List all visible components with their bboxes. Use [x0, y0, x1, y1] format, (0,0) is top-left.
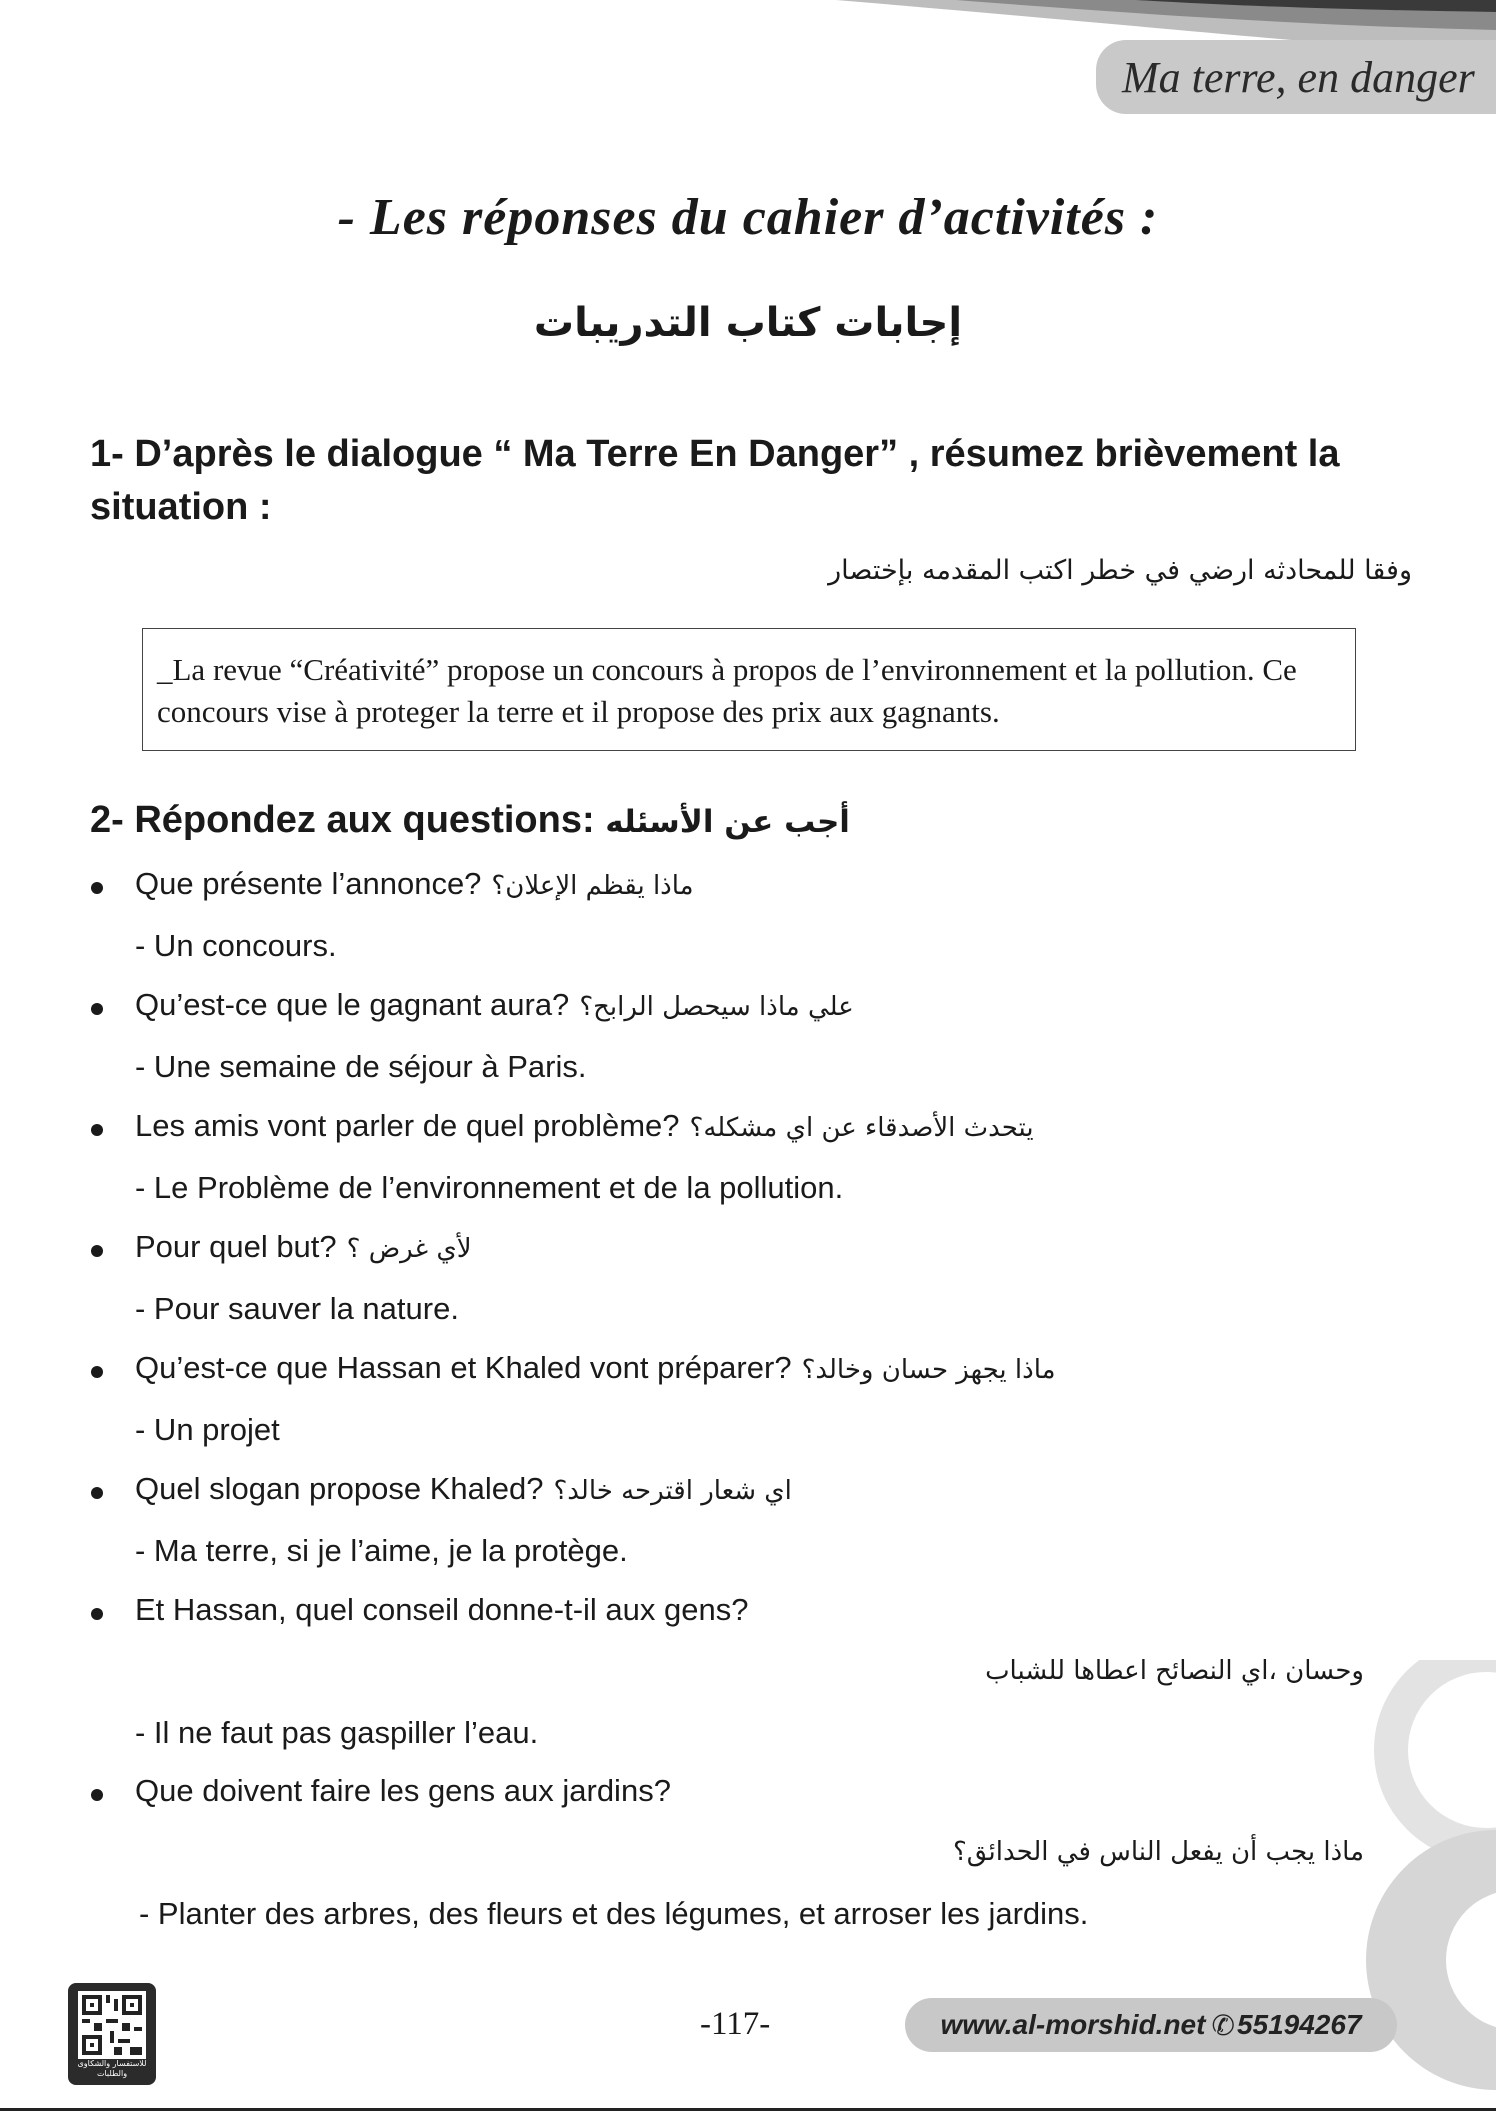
question-fr: Que doivent faire les gens aux jardins?	[135, 1773, 671, 1808]
qr-code-icon	[68, 1983, 156, 2085]
question-fr: Qu’est-ce que Hassan et Khaled vont préparer?	[135, 1350, 792, 1385]
question-1-arabic: وفقا للمحادثه ارضي في خطر اكتب المقدمه بإختصار	[828, 555, 1412, 586]
question-text	[135, 1229, 472, 1265]
question-2-heading	[90, 799, 850, 842]
list-item	[0, 1344, 1496, 1404]
question-fr: Et Hassan, quel conseil donne-t-il aux gens?	[135, 1592, 749, 1627]
question-ar: لأي غرض ؟	[346, 1234, 472, 1264]
bullet-icon	[91, 1245, 103, 1257]
bullet-icon	[91, 1487, 103, 1499]
bullet-icon	[91, 1003, 103, 1015]
phone-icon: ✆	[1211, 2009, 1235, 2041]
page-title-arabic: إجابات كتاب التدريبات	[533, 300, 963, 346]
answer-line: - Une semaine de séjour à Paris.	[135, 1049, 587, 1084]
question-fr: Quel slogan propose Khaled?	[135, 1471, 544, 1506]
question-text	[135, 1592, 748, 1628]
question-ar: ماذا يقظم الإعلان؟	[491, 871, 694, 901]
question-fr: Que présente l’annonce?	[135, 866, 482, 901]
answer-line: - Planter des arbres, des fleurs et des légumes, et arroser les jardins.	[139, 1896, 1089, 1931]
bullet-icon	[91, 882, 103, 894]
bullet-icon	[91, 1789, 103, 1801]
answer-line: - Il ne faut pas gaspiller l’eau.	[135, 1715, 539, 1750]
chapter-tab	[1096, 40, 1496, 114]
qr-caption: للاستفسار والشكاوى والطلبات	[77, 2059, 147, 2078]
list-item	[0, 1223, 1496, 1283]
list-item	[0, 860, 1496, 920]
bullet-icon	[91, 1124, 103, 1136]
answer-line: - Pour sauver la nature.	[135, 1291, 459, 1326]
bullet-icon	[91, 1366, 103, 1378]
question-2-label: 2- Répondez aux questions:	[90, 799, 595, 841]
answer-text: _La revue “Créativité” propose un concours à propos de l’environnement et la pollution. Ce concours vise à proteger la terre et il propose des prix aux gagnants.	[157, 652, 1297, 729]
list-item	[0, 1102, 1496, 1162]
list-item	[0, 1465, 1496, 1525]
question-text	[135, 1350, 1056, 1386]
answer-line: - Le Problème de l’environnement et de la pollution.	[135, 1170, 844, 1205]
question-1: 1- D’après le dialogue “ Ma Terre En Danger” , résumez brièvement la situation :	[90, 433, 1340, 528]
question-text	[135, 1108, 1034, 1144]
question-ar: ماذا يجهز حسان وخالد؟	[801, 1355, 1056, 1385]
list-item	[0, 1586, 1496, 1646]
list-item	[0, 981, 1496, 1041]
question-ar: يتحدث الأصدقاء عن اي مشكله؟	[689, 1113, 1034, 1143]
question-text	[135, 987, 854, 1023]
question-fr: Pour quel but?	[135, 1229, 337, 1264]
question-ar: ماذا يجب أن يفعل الناس في الحدائق؟	[953, 1837, 1364, 1867]
list-item	[0, 1767, 1496, 1827]
answer-line: - Ma terre, si je l’aime, je la protège.	[135, 1533, 628, 1568]
question-text	[135, 1471, 792, 1507]
website-pill	[905, 1998, 1397, 2052]
website-url: www.al-morshid.net	[940, 2009, 1206, 2040]
bottom-rule	[0, 2108, 1496, 2111]
bullet-icon	[91, 1608, 103, 1620]
question-fr: Qu’est-ce que le gagnant aura?	[135, 987, 570, 1022]
phone-number: 55194267	[1236, 2009, 1362, 2040]
question-fr: Les amis vont parler de quel problème?	[135, 1108, 680, 1143]
chapter-title: Ma terre, en danger	[1122, 52, 1475, 102]
answer-line: - Un projet	[135, 1412, 280, 1447]
question-ar: اي شعار اقترحه خالد؟	[553, 1476, 792, 1506]
question-2-label-arabic: أجب عن الأسئله	[605, 804, 850, 840]
question-ar: وحسان ،اي النصائح اعطاها للشباب	[985, 1656, 1364, 1686]
page-title: - Les réponses du cahier d’activités :	[337, 189, 1159, 246]
question-text	[135, 1773, 671, 1809]
qr-pattern	[78, 1991, 146, 2059]
answer-line: - Un concours.	[135, 928, 337, 963]
page-number: -117-	[700, 2006, 771, 2042]
question-ar: علي ماذا سيحصل الرابح؟	[579, 992, 854, 1022]
question-text	[135, 866, 694, 902]
answer-box	[142, 628, 1356, 751]
